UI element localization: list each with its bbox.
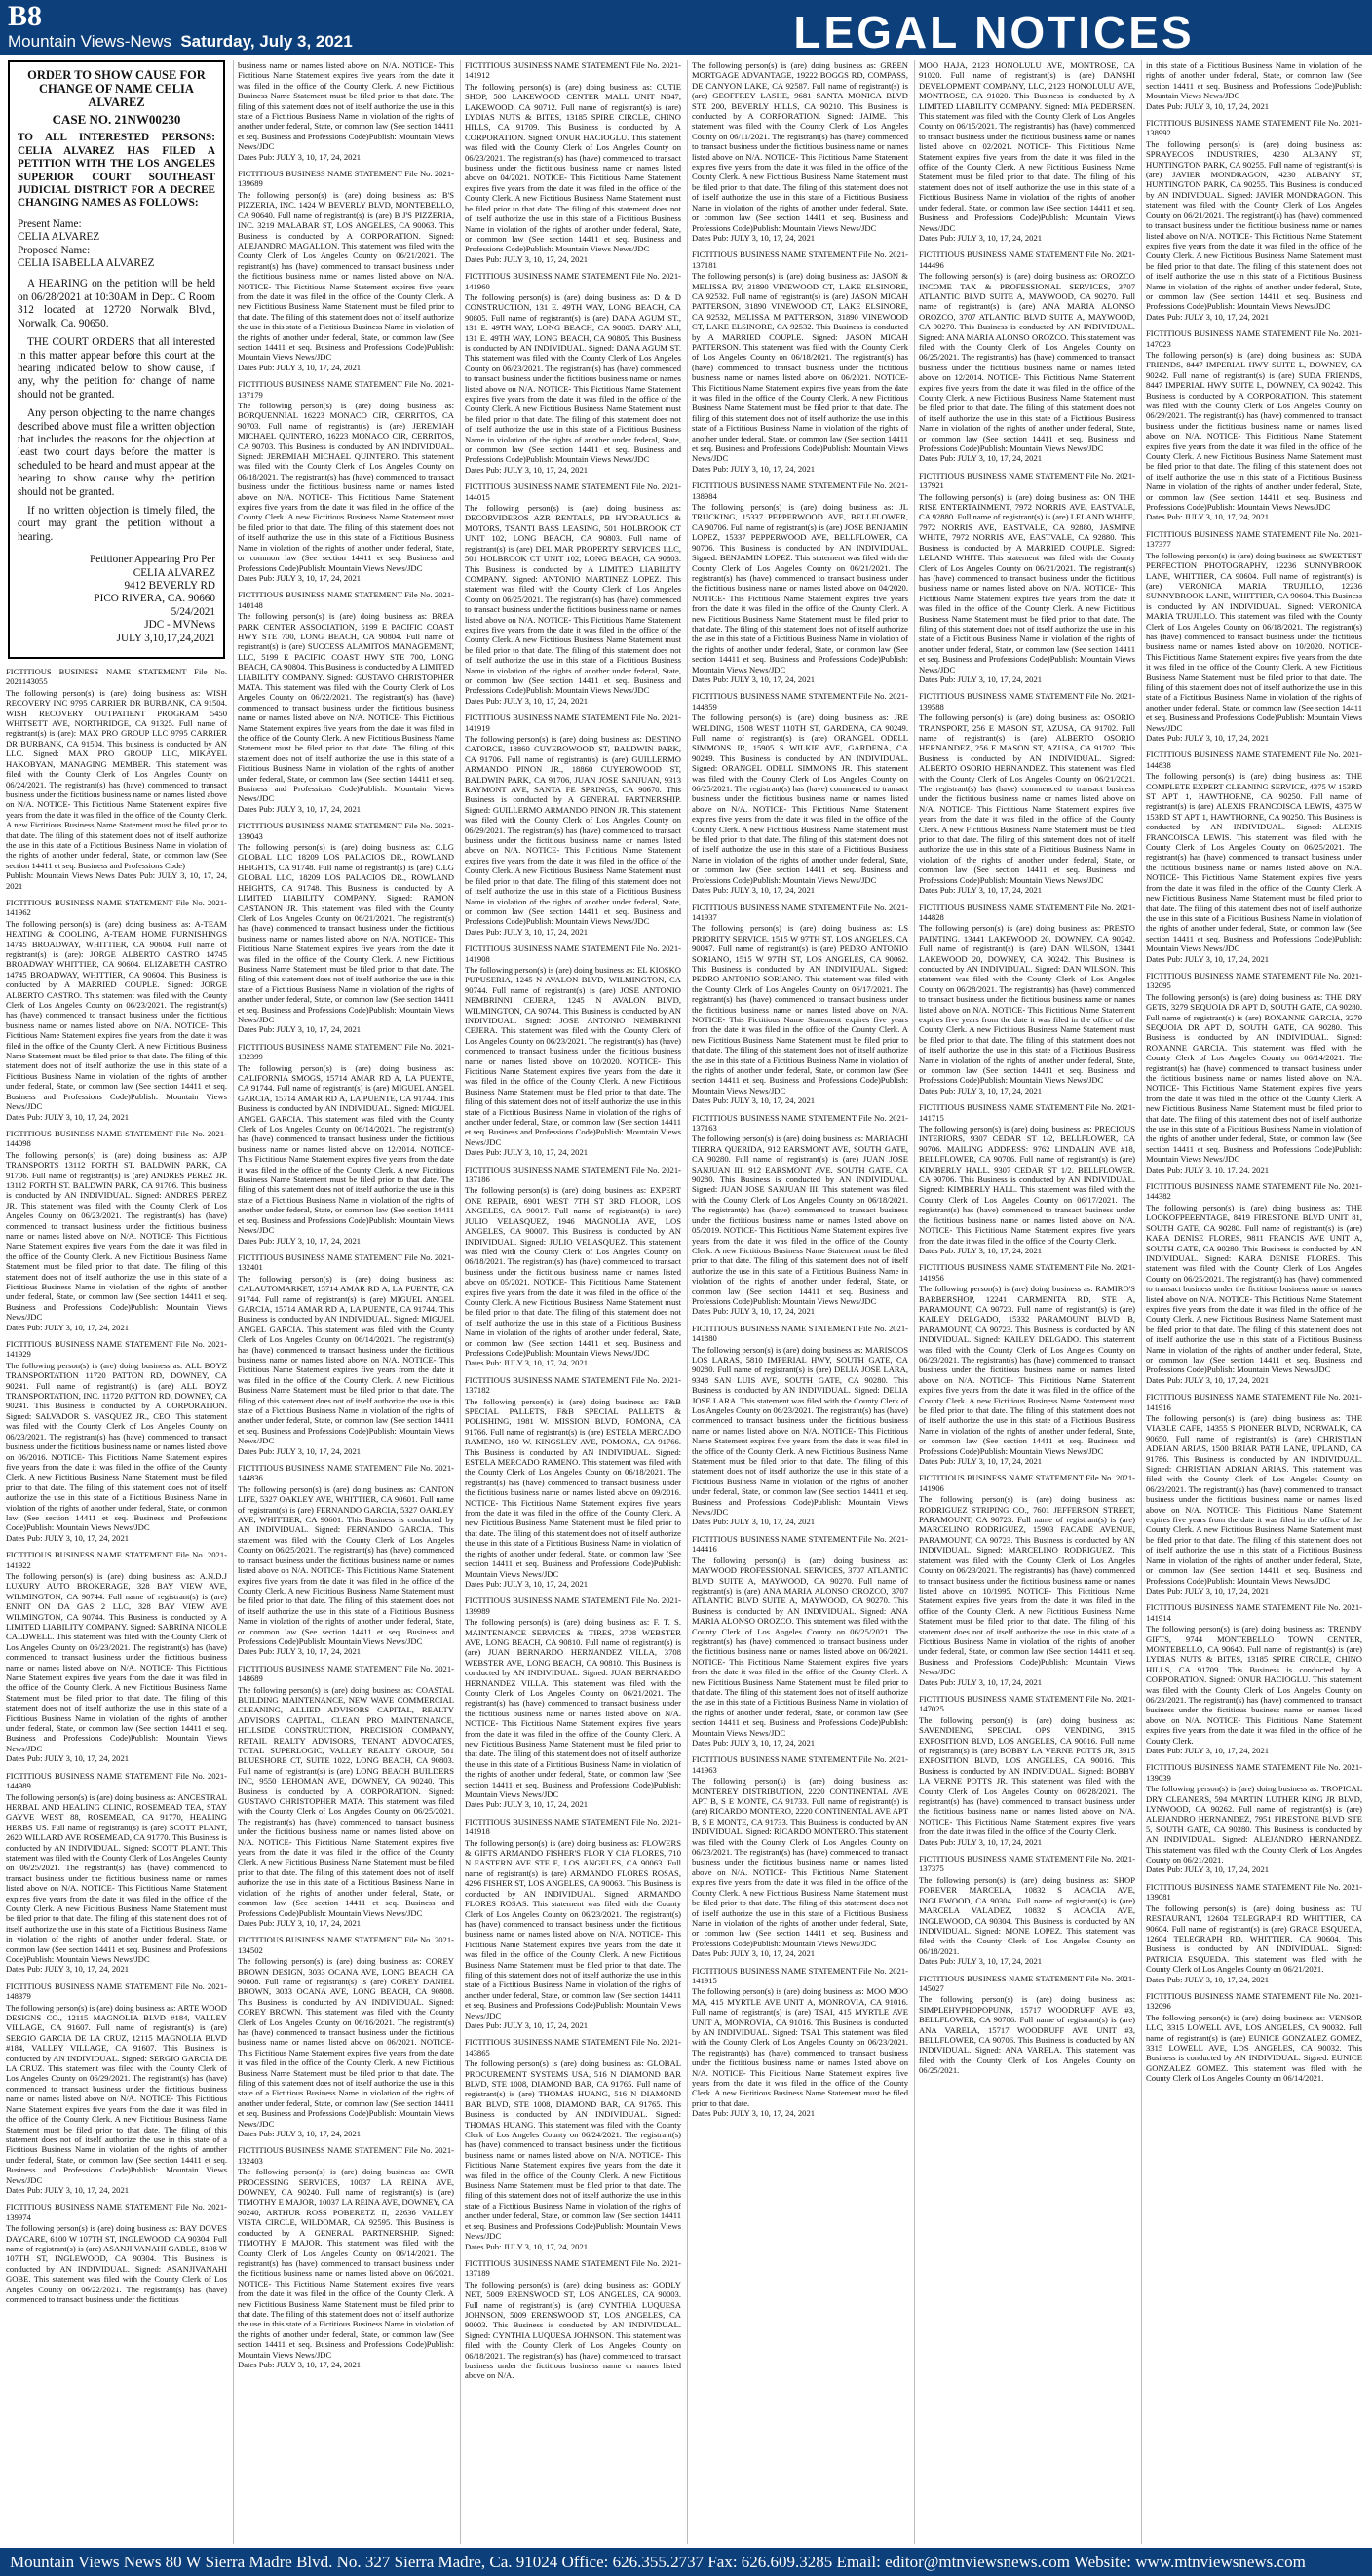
notice-dates: Dates Pub: JULY 3, 10, 17, 24, 2021 [1146,512,1270,522]
notice-dates: Dates Pub: JULY 3, 10, 17, 24, 2021 [465,2241,589,2251]
notice-dates: Dates Pub: JULY 3, 10, 17, 24, 2021 [1146,1746,1270,1755]
notice-dates: Dates Pub: JULY 3, 10, 17, 24, 2021 [1146,1585,1270,1596]
notice-dates: Dates Pub: JULY 3, 10, 17, 24, 2021 [692,463,816,474]
notice-dates: Dates Pub: JULY 3, 10, 17, 24, 2021 [1146,733,1270,743]
notice-body: The following person(s) is (are) doing business as: MARIACHI TIERRA QUERIDA, 912 EARSMONT AVE, SOUTH GATE, CA 90280. Full name of registrant(s) is (are) JUAN JOSE SANJUAN III, 912 EARSMONT AVE, SOUTH GATE, CA 90280. This Business is conducted by AN INDIVIDUAL. Signed: JUAN JOSE SANJUAN III. This statement was filed with the County Clerk of Los Angeles County on 06/18/2021. The registrant(s) has (have) commenced to transact business under the fictitious business name or names listed above on 05/2019. NOTICE- This Fictitious Name Statement expires five years from the date it was filed in the office of the County Clerk. A new Fictitious Business Name Statement must be filed prior to that date. The filing of this statement does not of itself authorize the use in this state of a Fictitious Business Name in violation of the rights of another under federal, State, or common law (See section 14411 et seq. Business and Professions Code)Publish: Mountain Views News/JDC [692,1134,908,1306]
notice-heading: FICTITIOUS BUSINESS NAME STATEMENT File No. 2021-141937 [692,902,908,922]
notice-dates: Dates Pub: JULY 3, 10, 17, 24, 2021 [465,253,589,264]
notice-heading: FICTITIOUS BUSINESS NAME STATEMENT File No. 2021-132095 [1146,970,1362,991]
legal-notice [919,1694,1135,1847]
notice-dates: Dates Pub: JULY 3, 10, 17, 24, 2021 [692,1096,816,1106]
notice-heading: FICTITIOUS BUSINESS NAME STATEMENT File No. 2021-144416 [692,1533,908,1555]
notice-dates: Dates Pub: JULY 3, 10, 17, 24, 2021 [238,1024,362,1035]
notice-body: The following person(s) is (are) doing business as: TU RESTAURANT, 12604 TELEGRAPH RD WHITTIER, CA 90604. Full name of registrant(s) is (are) GRACE ESQUEDA, 12604 TELEGRAPH RD, WHITTIER, CA 90604. This Business is conducted by AN INDIVIDUAL. Signed: PATRICIA ESQUEDA. This statement was filed with the County Clerk of Los Angeles County on 06/21/2021. [1146,1903,1362,1975]
legal-notice [919,1974,1135,2076]
notice-body: The following person(s) is (are) doing business as: MOO MOO MA, 415 MYRTLE AVE UNIT A, MONROVIA, CA 91016. Full name of registrant(s) is (are) TSAI, 415 MYRTLE AVE UNIT A, MONROVIA, CA 91016. This Business is conducted by AN INDIVIDUAL. Signed: TSAI. This statement was filed with the County Clerk of Los Angeles County on 06/23/2021. The registrant(s) has (have) commenced to transact business under the fictitious business name or names listed above on N/A. NOTICE- This Fictitious Name Statement expires five years from the date it was filed in the office of the County Clerk. A new Fictitious Business Name Statement must be filed prior to that date. [692,1986,908,2108]
column-4 [687,60,908,2544]
notice-body: The following person(s) is (are) doing business as: GODLY NET, 5009 ERENSWOOD ST, LOS ANGELES, CA 90003. Full name of registrant(s) is (are) CYNTHIA LUQUESA JOHNSON, 5009 ERENSWOOD ST, LOS ANGELES, CA 90003. This Business is conducted by AN INDIVIDUAL. Signed: CYNTHIA LUQUESA JOHNSON. This statement was filed with the County Clerk of Los Angeles County on 06/18/2021. The registrant(s) has (have) commenced to transact business under the fictitious business name or names listed above on N/A. [465,2279,681,2381]
order-to-all: TO ALL INTERESTED PERSONS: CELIA ALVAREZ HAS FILED A PETITION WITH THE LOS ANGELES SUPERIOR COURT SOUTHEAST JUDICIAL DISTRICT FOR A DECREE CHANGING NAMES AS FOLLOWS: [18,132,215,210]
notice-heading: FICTITIOUS BUSINESS NAME STATEMENT File No. 2021-147025 [919,1693,1135,1714]
notice-heading: FICTITIOUS BUSINESS NAME STATEMENT File No. 2021-148379 [6,1980,227,2002]
legal-notice [238,590,454,814]
section-title: LEGAL NOTICES [793,7,1195,58]
notice-heading: FICTITIOUS BUSINESS NAME STATEMENT File No. 2021-144828 [919,902,1135,922]
notice-dates: Dates Pub: JULY 3, 10, 17, 24, 2021 [465,2019,589,2030]
notice-dates: Publish: Mountain Views News Dates Pub: JULY 3, 10, 17, 24, 2021 [6,870,227,891]
legal-notice [238,1252,454,1456]
notice-body: The following person(s) is (are) doing business as: MARISCOS LOS LARAS, 5810 IMPERIAL HWY, SOUTH GATE, CA 90280. Full name of registrant(s) is (are) DELIA JOSE LARA, 9348 SAN LUIS AVE, SOUTH GATE, CA 90280. This Business is conducted by AN INDIVIDUAL. Signed: DELIA JOSE LARA. This statement was filed with the County Clerk of Los Angeles County on 06/23/2021. The registrant(s) has (have) commenced to transact business under the fictitious business name or names listed above on N/A. NOTICE- This Fictitious Name Statement expires five years from the date it was filed in the office of the County Clerk. A new Fictitious Business Name Statement must be filed prior to that date. The filing of this statement does not of itself authorize the use in this state of a Fictitious Business Name in violation of the rights of another under federal, State, or common law (See section 14411 et seq. Business and Professions Code)Publish: Mountain Views News/JDC [692,1344,908,1518]
notice-body: The following person(s) is (are) doing business as: CALAUTOMARKET, 15714 AMAR RD A, LA PUENTE, CA 91744. Full name of registrant(s) is (are) MIGUEL ANGEL GARCIA, 15714 AMAR RD A, LA PUENTE, CA 91744. This Business is conducted by AN INDIVIDUAL. Signed: MIGUEL ANGEL GARCIA. This statement was filed with the County Clerk of Los Angeles County on 06/14/2021. The registrant(s) has (have) commenced to transact business under the fictitious business name or names listed above on N/A. NOTICE- This Fictitious Name Statement expires five years from the date it was filed in the office of the County Clerk. A new Fictitious Business Name Statement must be filed prior to that date. The filing of this statement does not of itself authorize the use in this state of a Fictitious Business Name in violation of the rights of another under federal, State, or common law (See section 14411 et seq. Business and Professions Code)Publish: Mountain Views News/JDC [238,1273,454,1446]
legal-notice [465,60,681,264]
notice-heading: FICTITIOUS BUSINESS NAME STATEMENT File No. 2021-141919 [465,712,681,733]
legal-notice [919,250,1135,464]
notice-heading: FICTITIOUS BUSINESS NAME STATEMENT File No. 2021-143865 [465,2037,681,2057]
notice-heading: FICTITIOUS BUSINESS NAME STATEMENT File No. 2021143055 [6,667,227,687]
notice-body: The following person(s) is (are) doing business as: TRENDY GIFTS, 9744 MONTEBELLO TOWN CENTER, MONTEBELLO, CA 90640. Full name of registrant(s) is (are) LYDIAS NUTS & BITES, 13185 SPIRE CIRCLE, CHINO HILLS, CA 91709. This Business is conducted by A CORPORATION. Signed: ONUR HACIOGLU. This statement was filed with the County Clerk of Los Angeles County on 06/23/2021. The registrant(s) has (have) commenced to transact business under the fictitious business name or names listed above on N/A. NOTICE- This Fictitious Name Statement expires five years from the date it was filed in the office of the County Clerk. [1146,1624,1362,1746]
notice-heading: FICTITIOUS BUSINESS NAME STATEMENT File No. 2021-139689 [238,169,454,189]
notice-body: in this state of a Fictitious Business Name in violation of the rights of another under federal, State, or common law (See section 14411 et seq. Business and Professions Code)Publish: Mountain Views News/JDC [1146,60,1362,101]
legal-notice [465,481,681,706]
order-to-show-cause-box [8,60,225,659]
column-6 [1141,60,1362,2544]
notice-heading: FICTITIOUS BUSINESS NAME STATEMENT File No. 2021-137921 [919,470,1135,491]
notice-dates: Dates Pub: JULY 3, 10, 17, 24, 2021 [692,1517,816,1527]
notice-heading: FICTITIOUS BUSINESS NAME STATEMENT File No. 2021-144838 [1146,750,1362,770]
legal-notice [465,2258,681,2381]
legal-notice [1146,328,1362,522]
notice-body: The following person(s) is (are) doing business as: JRE WELDING, 1508 WEST 110TH ST, GARDENA, CA 90249. Full name of registrant(s) is (are) ORANGEL ODELL SIMMONS JR, 15905 S WILKIE AVE, GARDENA, CA 90249. This Business is conducted by AN INDIVIDUAL. Signed: ORANGEL ODELL SIMMONS JR. This statement was filed with the County Clerk of Los Angeles County on 06/25/2021. The registrant(s) has (have) commenced to transact business under the fictitious business name or names listed above on N/A. NOTICE- This Fictitious Name Statement expires five years from the date it was filed in the office of the County Clerk. A new Fictitious Business Name Statement must be filed prior to that date. The filing of this statement does not of itself authorize the use in this state of a Fictitious Business Name in violation of the rights of another under federal, State, or common law (See section 14411 et seq. Business and Professions Code)Publish: Mountain Views News/JDC [692,712,908,885]
notice-dates: Dates Pub: JULY 3, 10, 17, 24, 2021 [919,1085,1043,1096]
notice-body: The following person(s) is (are) doing business as: LS PRIORITY SERVICE, 1515 W 97TH ST, LOS ANGELES, CA 90047. Full name of registrant(s) is (are) PEDRO ANTONIO SORIANO, 1515 W 97TH ST, LOS ANGELES, CA 90062. This Business is conducted by AN INDIVIDUAL. Signed: PEDRO ANTONIO SORIANO. This statement was filed with the County Clerk of Los Angeles County on 06/17/2021. The registrant(s) has (have) commenced to transact business under the fictitious business name or names listed above on N/A. NOTICE- This Fictitious Name Statement expires five years from the date it was filed in the office of the County Clerk. A new Fictitious Business Name Statement must be filed prior to that date. The filing of this statement does not of itself authorize the use in this state of a Fictitious Business Name in violation of the rights of another under federal, State, or common law (See section 14411 et seq. Business and Professions Code)Publish: Mountain Views News/JDC [692,923,908,1096]
legal-notice [465,2037,681,2251]
legal-notice [1146,1181,1362,1385]
notice-body: The following person(s) is (are) doing business as: C.LG GLOBAL LLC 18209 LOS PALACIOS DR., ROWLAND HEIGHTS, CA 91748. Full name of registrant(s) is (are) C.LG GLOBAL LLC, 18209 LOS PALACIOS DR., ROWLAND HEIGHTS, CA 91748. This Business is conducted by A LIMITED LIABILITY COMPANY. Signed: RAMON CASTANON JR. This statement was filed with the County Clerk of Los Angeles County on 06/21/2021. The registrant(s) has (have) commenced to transact business under the fictitious business name or names listed above on N/A. NOTICE- This Fictitious Name Statement expires five years from the date it was filed in the office of the County Clerk. A new Fictitious Business Name Statement must be filed prior to that date. The filing of this statement does not of itself authorize the use in this state of a Fictitious Business Name in violation of the rights of another under federal, State, or common law (See section 14411 et seq. Business and Professions Code)Publish: Mountain Views News/JDC [238,842,454,1024]
legal-notice [692,60,908,243]
notice-dates: Dates Pub: JULY 3, 10, 17, 24, 2021 [692,1948,816,1959]
notice-heading: FICTITIOUS BUSINESS NAME STATEMENT File No. 2021-141715 [919,1102,1135,1123]
legal-notice [1146,1392,1362,1596]
notice-dates: Dates Pub: JULY 3, 10, 17, 24, 2021 [692,885,816,896]
notice-dates: Dates Pub: JULY 3, 10, 17, 24, 2021 [238,803,362,814]
notice-dates: Dates Pub: JULY 3, 10, 17, 24, 2021 [238,1917,362,1928]
notice-dates: Dates Pub: JULY 3, 10, 17, 24, 2021 [919,453,1043,464]
notice-body: business name or names listed above on N/A. NOTICE- This Fictitious Name Statement expires five years from the date it was filed in the office of the County Clerk. A new Fictitious Business Name Statement must be filed prior to that date. The filing of this statement does not of itself authorize the use in this state of a Fictitious Business Name in violation of the rights of another under federal, State, or common law (See section 14411 et seq. Business and Professions Code)Publish: Mountain Views News/JDC [238,60,454,152]
legal-notice [465,271,681,475]
notice-heading: FICTITIOUS BUSINESS NAME STATEMENT File No. 2021-132403 [238,2145,454,2166]
notice-heading: FICTITIOUS BUSINESS NAME STATEMENT File No. 2021-141912 [465,60,681,81]
notice-body: The following person(s) is (are) doing business as: PRECIOUS INTERIORS, 9307 CEDAR ST 1/2, BELLFLOWER, CA 90706. MAILING ADDRESS: 9762 LINDALIN AVE #18, BELLFLOWER, CA 90706. Full name of registrant(s) is (are) KIMBERLY HALL, 9307 CEDAR ST 1/2, BELLFLOWER, CA 90706. This Business is conducted by AN INDIVIDUAL. Signed: KIMBERLY HALL. This statement was filed with the County Clerk of Los Angeles County on 06/17/2021. The registrant(s) has (have) commenced to transact business under the fictitious business name or names listed above on N/A. NOTICE- This Fictitious Name Statement expires five years from the date it was filed in the office of the County Clerk. [919,1124,1135,1246]
notice-body: The following person(s) is (are) doing business as: F&B SPECIAL PALLETS, F&B SPECIAL PALLETS & POLISHING, 1981 W. MISSION BLVD, POMONA, CA 91766. Full name of registrant(s) is (are) ESTELA MERCADO RAMENO, 180 W. KINGSLEY AVE, POMONA, CA 91766. This Business is conducted by AN INDIVIDUAL. Signed: ESTELA MERCADO RAMENO. This statement was filed with the County Clerk of Los Angeles County on 06/18/2021. The registrant(s) has (have) commenced to transact business under the fictitious business name or names listed above on 09/2016. NOTICE- This Fictitious Name Statement expires five years from the date it was filed in the office of the County Clerk. A new Fictitious Business Name Statement must be filed prior to that date. The filing of this statement does not of itself authorize the use in this state of a Fictitious Business Name in violation of the rights of another under federal, State, or common law (See section 14411 et seq. Business and Professions Code)Publish: Mountain Views News/JDC [465,1396,681,1579]
notice-body: The following person(s) is (are) doing business as: ON THE RISE ENTERTAINMENT, 7972 NORRIS AVE, EASTVALE, CA 92880. Full name of registrant(s) is (are) LELAND WHITE, 7972 NORRIS AVE, EASTVALE, CA 92880, JASMINE WHITE, 7972 NORRIS AVE, EASTVALE, CA 92880. This Business is conducted by A MARRIED COUPLE. Signed: LELAND WHITE. This statement was filed with the County Clerk of Los Angeles County on 06/21/2021. The registrant(s) has (have) commenced to transact business under the fictitious business name or names listed above on N/A. NOTICE- This Fictitious Name Statement expires five years from the date it was filed in the office of the County Clerk. A new Fictitious Business Name Statement must be filed prior to that date. The filing of this statement does not of itself authorize the use in this state of a Fictitious Business Name in violation of the rights of another under federal, State, or common law (See section 14411 et seq. Business and Professions Code)Publish: Mountain Views News/JDC [919,491,1135,674]
notice-dates: Dates Pub: JULY 3, 10, 17, 24, 2021 [1146,1865,1270,1875]
column-2 [233,60,454,2544]
notice-dates: Dates Pub: JULY 3, 10, 17, 24, 2021 [238,1235,362,1246]
notice-dates: Dates Pub: JULY 3, 10, 17, 24, 2021 [1146,311,1270,322]
notice-dates: Dates Pub: JULY 3, 10, 17, 24, 2021 [465,1358,589,1368]
notice-body: The following person(s) is (are) doing business as: ANCESTRAL HERBAL AND HEALING CLINIC, ROSEMEAD TEA, STAY GAYVE WEST 88, ROSEMEAD, CA 91770, HEALING HERBS US. Full name of registrant(s) is (are) SCOTT PLANT, 2620 WILLARD AVE ROSEMEAD, CA 91770. This Business is conducted by AN INDIVIDUAL. Signed: SCOTT PLANT. This statement was filed with the County Clerk of Los Angeles County on 06/25/2021. The registrant(s) has (have) commenced to transact business under the fictitious business name or names listed above on N/A. NOTICE- This Fictitious Name Statement expires five years from the date it was filed in the office of the County Clerk. A new Fictitious Business Name Statement must be filed prior to that date. The filing of this statement does not of itself authorize the use in this state of a Fictitious Business Name in violation of the rights of another under federal, State, or common law (See section 14411 et seq. Business and Professions Code)Publish: Mountain Views News/JDC [6,1791,227,1964]
notice-heading: FICTITIOUS BUSINESS NAME STATEMENT File No. 2021-137181 [692,250,908,270]
notice-heading: FICTITIOUS BUSINESS NAME STATEMENT File No. 2021-141956 [919,1262,1135,1283]
notice-body: The following person(s) is (are) doing business as: B'S PIZZERIA, INC. 1424 W BEVERLY BLVD, MONTEBELLO, CA 90640. Full name of registrant(s) is (are) B J'S PIZZERIA, INC. 3219 MALABAR ST, LOS ANGELES, CA 90063. This Business is conducted by A CORPORATION. Signed: ALEJANDRO MAGALLON. This statement was filed with the County Clerk of Los Angeles County on 06/21/2021. The registrant(s) has (have) commenced to transact business under the fictitious business name or names listed above on N/A. NOTICE- This Fictitious Name Statement expires five years from the date it was filed in the office of the County Clerk. A new Fictitious Business Name Statement must be filed prior to that date. The filing of this statement does not of itself authorize the use in this state of a Fictitious Business Name in violation of the rights of another under federal, State, or common law (See section 14411 et seq. Business and Professions Code)Publish: Mountain Views News/JDC [238,189,454,363]
notice-heading: FICTITIOUS BUSINESS NAME STATEMENT File No. 2021-147023 [1146,328,1362,349]
legal-notice [692,1113,908,1317]
notice-heading: FICTITIOUS BUSINESS NAME STATEMENT File No. 2021-148689 [238,1663,454,1684]
notice-body: The following person(s) is (are) doing business as: TROPICAL DRY CLEANERS, 594 MARTIN LUTHER KING JR BLVD, LYNWOOD, CA 90262. Full name of registrant(s) is (are) ALEJANDRO HERNANDEZ, 7951 FIRESTONE BLVD STE 5, SOUTH GATE, CA 90280. This Business is conducted by AN INDIVIDUAL. Signed: ALEJANDRO HERNANDEZ. This statement was filed with the County Clerk of Los Angeles County on 06/21/2021. [1146,1784,1362,1865]
legal-notice [6,1550,227,1764]
notice-dates: Dates Pub: JULY 3, 10, 17, 24, 2021 [919,1676,1043,1687]
notice-body: The following person(s) is (are) doing business as: BREA PARK CENTER ASSOCIATION, 5199 E PACIFIC COAST HWY STE 700, LONG BEACH, CA 90804. Full name of registrant(s) is (are) SUCCESS ALAMITOS MANAGEMENT, LLC, 5199 E PACIFIC COAST HWY STE 700, LONG BEACH, CA 90804. This Business is conducted by A LIMITED LIABILITY COMPANY. Signed: GUSTAVO CHRISTOPHER MATA. This statement was filed with the County Clerk of Los Angeles County on 06/22/2021. The registrant(s) has (have) commenced to transact business under the fictitious business name or names listed above on N/A. NOTICE- This Fictitious Name Statement expires five years from the date it was filed in the office of the County Clerk. A new Fictitious Business Name Statement must be filed prior to that date. The filing of this statement does not of itself authorize the use in this state of a Fictitious Business Name in violation of the rights of another under federal, State, or common law (See section 14411 et seq. Business and Professions Code)Publish: Mountain Views News/JDC [238,611,454,804]
legal-notice [692,1754,908,1958]
notice-body: The following person(s) is (are) doing business as: CUTIE SHOP, 500 LAKEWOOD CENTER MALL UNIT N847, LAKEWOOD, CA 90712. Full name of registrant(s) is (are) LYDIAS NUTS & BITES, 13185 SPIRE CIRCLE, CHINO HILLS, CA 91709. This Business is conducted by A CORPORATION. Signed: ONUR HACIOGLU. This statement was filed with the County Clerk of Los Angeles County on 06/23/2021. The registrant(s) has (have) commenced to transact business under the fictitious business name or names listed above on 04/2021. NOTICE- This Fictitious Name Statement expires five years from the date it was filed in the office of the County Clerk. A new Fictitious Business Name Statement must be filed prior to that date. The filing of this statement does not of itself authorize the use in this state of a Fictitious Business Name in violation of the rights of another under federal, State, or common law (See section 14411 et seq. Business and Professions Code)Publish: Mountain Views News/JDC [465,81,681,254]
notice-body: The following person(s) is (are) doing business as: SIMPLEHYPHOPOPUNK, 15717 WOODRUFF AVE #3, BELLFLOWER, CA 90706. Full name of registrant(s) is (are) ANA VARELA, 15717 WOODRUFF AVE UNIT #3, BELLFLOWER, CA 90706. This Business is conducted by AN INDIVIDUAL. Signed: ANA VARELA. This statement was filed with the County Clerk of Los Angeles County on 06/25/2021. [919,1994,1135,2076]
notice-body: The following person(s) is (are) doing business as: EXPERT ONE REPAIR, 6901 WEST 7TH ST 3RD FLOOR, LOS ANGELES, CA 90017. Full name of registrant(s) is (are) JULIO VELASQUEZ, 1946 MAGNOLIA AVE, LOS ANGELES, CA 90007. This Business is conducted by AN INDIVIDUAL. Signed: JULIO VELASQUEZ. This statement was filed with the County Clerk of Los Angeles County on 06/18/2021. The registrant(s) has (have) commenced to transact business under the fictitious business name or names listed above on 05/2021. NOTICE- This Fictitious Name Statement expires five years from the date it was filed in the office of the County Clerk. A new Fictitious Business Name Statement must be filed prior to that date. The filing of this statement does not of itself authorize the use in this state of a Fictitious Business Name in violation of the rights of another under federal, State, or common law (See section 14411 et seq. Business and Professions Code)Publish: Mountain Views News/JDC [465,1185,681,1358]
notice-body: The following person(s) is (are) doing business as: BORQUENNIAL 16223 MONACO CIR, CERRITOS, CA 90703. Full name of registrant(s) is (are) JEREMIAH MICHAEL QUINTERO, 16223 MONACO CIR, CERRITOS, CA 90703. This Business is conducted by AN INDIVIDUAL. Signed: JEREMIAH MICHAEL QUINTERO. This statement was filed with the County Clerk of Los Angeles County on 06/18/2021. The registrant(s) has (have) commenced to transact business under the fictitious business name or names listed above on N/A. NOTICE- This Fictitious Name Statement expires five years from the date it was filed in the office of the County Clerk. A new Fictitious Business Name Statement must be filed prior to that date. The filing of this statement does not of itself authorize the use in this state of a Fictitious Business Name in violation of the rights of another under federal, State, or common law (See section 14411 et seq. Business and Professions Code)Publish: Mountain Views News/JDC [238,401,454,573]
legal-notice [692,903,908,1106]
notice-heading: FICTITIOUS BUSINESS NAME STATEMENT File No. 2021-144382 [1146,1181,1362,1202]
notice-dates: Dates Pub: JULY 3, 10, 17, 24, 2021 [6,1753,130,1764]
legal-notice [919,1854,1135,1966]
case-number: CASE NO. 21NW00230 [52,112,181,127]
notice-dates: Dates Pub: JULY 3, 10, 17, 24, 2021 [465,926,589,937]
notice-body: The following person(s) is (are) doing business as: GREEN MORTGAGE ADVANTAGE, 19222 BOGGS RD, COMPASS, DE CANYON LAKE, CA 92587. Full name of registrant(s) is (are) GEOFFREY LASHE, 9681 SANTA MONICA BLVD STE 200, BEVERLY HILLS, CA 90210. This Business is conducted by A CORPORATION. Signed: JAIME. This statement was filed with the County Clerk of Los Angeles County on 06/11/2021. The registrant(s) has (have) commenced to transact business under the fictitious business name or names listed above on N/A. NOTICE- This Fictitious Name Statement expires five years from the date it was filed in the office of the County Clerk. A new Fictitious Business Name Statement must be filed prior to that date. The filing of this statement does not of itself authorize the use in this state of a Fictitious Business Name in violation of the rights of another under federal, State, or common law (See section 14411 et seq. Business and Professions Code)Publish: Mountain Views News/JDC [692,60,908,233]
notice-dates: Dates Pub: JULY 3, 10, 17, 24, 2021 [919,673,1043,684]
notice-heading: FICTITIOUS BUSINESS NAME STATEMENT File No. 2021-139043 [238,821,454,841]
notice-heading: FICTITIOUS BUSINESS NAME STATEMENT File No. 2021-144836 [238,1463,454,1483]
notice-body: The following person(s) is (are) doing business as: OROZCO INCOME TAX & PROFESSIONAL SERVICES, 3707 ATLANTIC BLVD SUITE A, MAYWOOD, CA 90270. Full name of registrant(s) is (are) ANA MARIA ALONSO OROZCO, 3707 ATLANTIC BLVD SUITE A, MAYWOOD, CA 90270. This Business is conducted by AN INDIVIDUAL. Signed: ANA MARIA ALONSO OROZCO. This statement was filed with the County Clerk of Los Angeles County on 06/25/2021. The registrant(s) has (have) commenced to transact business under the fictitious business name or names listed above on 12/2014. NOTICE- This Fictitious Name Statement expires five years from the date it was filed in the office of the County Clerk. A new Fictitious Business Name Statement must be filed prior to that date. The filing of this statement does not of itself authorize the use in this state of a Fictitious Business Name in violation of the rights of another under federal, State, or common law (See section 14411 et seq. Business and Professions Code)Publish: Mountain Views News/JDC [919,271,1135,454]
notice-body: The following person(s) is (are) doing business as: A-TEAM HEATING & COOLING, A-TEAM HOME FURNISHINGS 14745 BROADWAY, WHITTIER, CA 90604. Full name of registrant(s) is (are): JORGE ALBERTO CASTRO 14745 BROADWAY WHITTIER, CA 90604. ELIZABETH CASTRO 14745 BROADWAY, WHITTIER, CA 90604. This Business is conducted by A MARRIED COUPLE. Signed: JORGE ALBERTO CASTRO. This statement was filed with the County Clerk of Los Angeles County on 06/23/2021. The registrant(s) has (have) commenced to transact business under the fictitious business name or names listed above on N/A. NOTICE- This Fictitious Name Statement expires five years from the date it was filed in the office of the County Clerk. A new Fictitious Business Name Statement must be filed prior to that date. The filing of this statement does not of itself authorize the use in this state of a Fictitious Business Name in violation of the rights of another under federal, State, or common law (See section 14411 et seq. Business and Professions Code)Publish: Mountain Views News/JDC [6,918,227,1112]
legal-notice [465,1375,681,1590]
notice-heading: FICTITIOUS BUSINESS NAME STATEMENT File No. 2021-137163 [692,1112,908,1134]
paper-name: Mountain Views-News [8,32,172,51]
objection-text: Any person objecting to the name changes described above must file a written objection that includes the reasons for the objection at least two court days before the matter is scheduled to be heard and must appear at the hearing to show cause why the petition should not be granted. [18,407,215,498]
legal-notice [919,60,1135,243]
notice-heading: FICTITIOUS BUSINESS NAME STATEMENT File No. 2021-137186 [465,1164,681,1185]
legal-notice [1146,60,1362,111]
notice-body: The following person(s) is (are) doing business as: AJP TRANSPORTS 13112 FORTH ST. BALDWIN PARK, CA 91706. Full name of registrant(s) is (are) ANDRES PEREZ JR. 13112 FORTH ST. BALDWIN PARK, CA 91706. This business is conducted by AN INDIVIDUAL. Signed: ANDRES PEREZ JR. This statement was filed with the County Clerk of Los Angeles County on 06/23/2021. The registrant(s) has (have) commenced to transact business under the fictitious business name or names listed above on N/A. NOTICE- This Fictitious Name Statement expires five years from the date it was filed in the office of the County Clerk. A new Fictitious Business Name Statement must be filed prior to that date. The filing of this statement does not of itself authorize the use in this state of a Fictitious Business Name in violation of the rights of another under federal, State, or common law (See section 14411 et seq. Business and Professions Code)Publish: Mountain Views News/JDC [6,1149,227,1323]
notice-dates: Dates Pub: JULY 3, 10, 17, 24, 2021 [238,1646,362,1657]
notice-dates: Dates Pub: JULY 3, 10, 17, 24, 2021 [1146,1974,1270,1984]
notice-body: The following person(s) is (are) doing business as: ARTE WOOD DESIGNS CO., 12115 MAGNOLIA BLVD #184, VALLEY VILLAGE, CA 91607. Full name of registrant(s) is (are) SERGIO GARCIA DE LA CRUZ, 12115 MAGNOLIA BLVD #184, VALLEY VILLAGE, CA 91607. This Business is conducted by AN INDIVIDUAL. Signed: SERGIO GARCIA DE LA CRUZ. This statement was filed with the County Clerk of Los Angeles County on 06/29/2021. The registrant(s) has (have) commenced to transact business under the fictitious business name or names listed above on N/A. NOTICE- This Fictitious Name Statement expires five years from the date it was filed in the office of the County Clerk. A new Fictitious Business Name Statement must be filed prior to that date. The filing of this statement does not of itself authorize the use in this state of a Fictitious Business Name in violation of the rights of another under federal, State, or common law (See section 14411 et seq. Business and Professions Code)Publish: Mountain Views News/JDC [6,2002,227,2185]
legal-notice [6,1771,227,1975]
notice-heading: FICTITIOUS BUSINESS NAME STATEMENT File No. 2021-137377 [1146,528,1362,550]
notice-body: The following person(s) is (are) doing business as: MAYWOOD PROFESSIONAL SERVICES, 3707 ATLANTIC BLVD SUITE A, MAYWOOD, CA 90270. Full name of registrant(s) is (are) ANA MARIA ALONSO OROZCO, 3707 ATLANTIC BLVD SUITE A, MAYWOOD, CA 90270. This Business is conducted by AN INDIVIDUAL. Signed: ANA MARIA ALONSO OROZCO. This statement was filed with the County Clerk of Los Angeles County on 06/25/2021. The registrant(s) has (have) commenced to transact business under the fictitious business name or names listed above on 06/2021. NOTICE- This Fictitious Name Statement expires five years from the date it was filed in the office of the County Clerk. A new Fictitious Business Name Statement must be filed prior to that date. The filing of this statement does not of itself authorize the use in this state of a Fictitious Business Name in violation of the rights of another under federal, State, or common law (See section 14411 et seq. Business and Professions Code)Publish: Mountain Views News/JDC [692,1555,908,1738]
notice-body: The following person(s) is (are) doing business as: VENSOR LLC, 3315 LOWELL AVE, LOS ANGELES, CA 90032. Full name of registrant(s) is (are) EUNICE GONZALEZ GOMEZ, 3315 LOWELL AVE, LOS ANGELES, CA 90032. This Business is conducted by AN INDIVIDUAL. Signed: EUNICE GONZALEZ GOMEZ. This statement was filed with the County Clerk of Los Angeles County on 06/14/2021. [1146,2012,1362,2084]
legal-notice [465,1596,681,1810]
notice-dates: Dates Pub: JULY 3, 10, 17, 24, 2021 [692,232,816,243]
notice-heading: FICTITIOUS BUSINESS NAME STATEMENT File No. 2021-132399 [238,1041,454,1062]
notice-heading: FICTITIOUS BUSINESS NAME STATEMENT File No. 2021-139974 [6,2202,227,2222]
notice-body: The following person(s) is (are) doing business as: SUDA FRIENDS, 8447 IMPERIAL HWY SUITE L, DOWNEY, CA 90242. Full name of registrant(s) is (are) SUDA FRIENDS, 8447 IMPERIAL HWY SUITE L, DOWNEY, CA 90242. This Business is conducted by A CORPORATION. This statement was filed with the County Clerk of Los Angeles County on 06/29/2021. The registrant(s) has (have) commenced to transact business under the fictitious business name or names listed above on N/A. NOTICE- This Fictitious Name Statement expires five years from the date it was filed in the office of the County Clerk. A new Fictitious Business Name Statement must be filed prior to that date. The filing of this statement does not of itself authorize the use in this state of a Fictitious Business Name in violation of the rights of another under federal, State, or common law (See section 14411 et seq. Business and Professions Code)Publish: Mountain Views News/JDC [1146,349,1362,513]
legal-notice [238,1935,454,2138]
proposed-name-label: Proposed Name: [18,244,91,256]
legal-notice [692,691,908,895]
notice-heading: FICTITIOUS BUSINESS NAME STATEMENT File No. 2021-139081 [1146,1881,1362,1903]
notice-dates: Dates Pub: JULY 3, 10, 17, 24, 2021 [1146,100,1270,111]
legal-notice [465,1165,681,1368]
proposed-name: CELIA ISABELLA ALVAREZ [18,257,155,270]
notice-dates: Dates Pub: JULY 3, 10, 17, 24, 2021 [692,2108,816,2119]
notice-heading: FICTITIOUS BUSINESS NAME STATEMENT File No. 2021-141963 [692,1754,908,1775]
notice-body: The following person(s) is (are) doing business as: D & D CONSTRUCTION, 131 E. 49TH WAY, LONG BEACH, CA 90805. Full name of registrant(s) is (are) DANA AGUM ST., 131 E. 49TH WAY, LONG BEACH, CA 90805. DARY ALI, 131 E. 49TH WAY, LONG BEACH, CA 90805. This Business is conducted by AN INDIVIDUAL. Signed: DANA AGUM ST. This statement was filed with the County Clerk of Los Angeles County on 06/23/2021. The registrant(s) has (have) commenced to transact business under the fictitious business name or names listed above on N/A. NOTICE- This Fictitious Name Statement expires five years from the date it was filed in the office of the County Clerk. A new Fictitious Business Name Statement must be filed prior to that date. The filing of this statement does not of itself authorize the use in this state of a Fictitious Business Name in violation of the rights of another under federal, State, or common law (See section 14411 et seq. Business and Professions Code)Publish: Mountain Views News/JDC [465,291,681,465]
notice-dates: Dates Pub: JULY 3, 10, 17, 24, 2021 [238,2129,362,2139]
legal-notice [238,821,454,1035]
legal-notice [6,2202,227,2304]
notice-dates: Dates Pub: JULY 3, 10, 17, 24, 2021 [465,695,589,706]
legal-notice [692,1966,908,2119]
notice-dates: Dates Pub: JULY 3, 10, 17, 24, 2021 [238,362,362,372]
legal-notice [1146,529,1362,744]
notice-body: The following person(s) is (are) doing business as: COASTAL BUILDING MAINTENANCE, NEW WAVE COMMERCIAL CLEANING, ALLIED ADVISORS CAPITAL, REALTY ADVISORS CAPITAL, CLEAN PRO MAINTENANCE, HILLSIDE CONSTRUCTION, PRECISION COMPANY, RETAIL REALTY ADVISORS, TENANT ADVOCATES, TOTAL SUPERLOGIC, VALLEY REALTY GROUP, 581 BLUESHORE CT, SUITE 1022, LONG BEACH, CA 90803. Full name of registrant(s) is (are) LONG BEACH BUILDERS INC, 9550 LEHOMAN AVE, DOWNEY, CA 90240. This Business is conducted by A CORPORATION. Signed: GUSTAVO CHRISTOPHER MATA. This statement was filed with the County Clerk of Los Angeles County on 06/25/2021. The registrant(s) has (have) commenced to transact business under the fictitious business name or names listed above on N/A. NOTICE- This Fictitious Name Statement expires five years from the date it was filed in the office of the County Clerk. A new Fictitious Business Name Statement must be filed prior to that date. The filing of this statement does not of itself authorize the use in this state of a Fictitious Business Name in violation of the rights of another under federal, State, or common law (See section 14411 et seq. Business and Professions Code)Publish: Mountain Views News/JDC [238,1684,454,1918]
notice-heading: FICTITIOUS BUSINESS NAME STATEMENT File No. 2021-141962 [6,897,227,918]
legal-notice [6,1339,227,1543]
notice-body: MOO HAJA, 2123 HONOLULU AVE, MONTROSE, CA 91020. Full name of registrant(s) is (are) DANSHI DEVELOPMENT COMPANY, LLC, 2123 HONOLULU AVE, MONTROSE, CA 91020. This Business is conducted by A LIMITED LIABILITY COMPANY. Signed: MIA PEDERSEN. This statement was filed with the County Clerk of Los Angeles County on 06/15/2021. The registrant(s) has (have) commenced to transact business under the fictitious business name or names listed above on 02/2021. NOTICE- This Fictitious Name Statement expires five years from the date it was filed in the office of the County Clerk. A new Fictitious Business Name Statement must be filed prior to that date. The filing of this statement does not of itself authorize the use in this state of a Fictitious Business Name in violation of the rights of another under federal, State, or common law (See section 14411 et seq. Business and Professions Code)Publish: Mountain Views News/JDC [919,60,1135,233]
notice-body: The following person(s) is (are) doing business as: RAMIRO'S BARBERSHOP, 12241 CARMENITA RD, STE A, PARAMOUNT, CA 90723. Full name of registrant(s) is (are) KAILEY DELGADO, 15332 PARAMOUNT BLVD B, PARAMOUNT, CA 90723. This Business is conducted by AN INDIVIDUAL. Signed: KAILEY DELGADO. This statement was filed with the County Clerk of Los Angeles County on 06/23/2021. The registrant(s) has (have) commenced to transact business under the fictitious business name or names listed above on N/A. NOTICE- This Fictitious Name Statement expires five years from the date it was filed in the office of the County Clerk. A new Fictitious Business Name Statement must be filed prior to that date. The filing of this statement does not of itself authorize the use in this state of a Fictitious Business Name in violation of the rights of another under federal, State, or common law (See section 14411 et seq. Business and Professions Code)Publish: Mountain Views News/JDC [919,1284,1135,1456]
legal-notice [692,250,908,474]
notice-heading: FICTITIOUS BUSINESS NAME STATEMENT File No. 2021-141922 [6,1550,227,1570]
legal-notice [238,1463,454,1657]
notice-heading: FICTITIOUS BUSINESS NAME STATEMENT File No. 2021-145027 [919,1973,1135,1993]
legal-notice [1146,1602,1362,1755]
legal-notice [692,1534,908,1749]
notice-dates: Dates Pub: JULY 3, 10, 17, 24, 2021 [919,1956,1043,1967]
issue-date: Saturday, July 3, 2021 [180,32,353,51]
legal-notice [238,2145,454,2369]
notice-heading: FICTITIOUS BUSINESS NAME STATEMENT File No. 2021-139989 [465,1596,681,1616]
notice-body: The following person(s) is (are) doing business as: OSORIO TRANSPORT, 256 E MASON ST, AZUSA, CA 91702. Full name of registrant(s) is (are) ALBERTO OSORIO HERNANDEZ, 256 E MASON ST, AZUSA, CA 91702. This Business is conducted by AN INDIVIDUAL. Signed: ALBERTO OSORIO HERNANDEZ. This statement was filed with the County Clerk of Los Angeles County on 06/21/2021. The registrant(s) has (have) commenced to transact business under the fictitious business name or names listed above on N/A. NOTICE- This Fictitious Name Statement expires five years from the date it was filed in the office of the County Clerk. A new Fictitious Business Name Statement must be filed prior to that date. The filing of this statement does not of itself authorize the use in this state of a Fictitious Business Name in violation of the rights of another under federal, State, or common law (See section 14411 et seq. Business and Professions Code)Publish: Mountain Views News/JDC [919,712,1135,885]
notice-body: The following person(s) is (are) doing business as: PRESTO PAINTING, 13441 LAKEWOOD 20, DOWNEY, CA 90242. Full name of registrant(s) is (are) DAN WILSON, 13441 LAKEWOOD 20, DOWNEY, CA 90242. This Business is conducted by AN INDIVIDUAL. Signed: DAN WILSON. This statement was filed with the County Clerk of Los Angeles County on 06/28/2021. The registrant(s) has (have) commenced to transact business under the fictitious business name or names listed above on N/A. NOTICE- This Fictitious Name Statement expires five years from the date it was filed in the office of the County Clerk. A new Fictitious Business Name Statement must be filed prior to that date. The filing of this statement does not of itself authorize the use in this state of a Fictitious Business Name in violation of the rights of another under federal, State, or common law (See section 14411 et seq. Business and Professions Code)Publish: Mountain Views News/JDC [919,923,1135,1086]
column-3 [460,60,681,2544]
notice-dates: Dates Pub: JULY 3, 10, 17, 24, 2021 [465,464,589,475]
notice-body: The following person(s) is (are) doing business as: GLOBAL PROCUREMENT SYSTEMS USA, 516 N DIAMOND BAR BLVD, STE 1008, DIAMOND BAR, CA 91765. Full name of registrant(s) is (are) THOMAS HUANG, 516 N DIAMOND BAR BLVD, STE 1008, DIAMOND BAR, CA 91765. This Business is conducted by AN INDIVIDUAL. Signed: THOMAS HUANG. This statement was filed with the County Clerk of Los Angeles County on 06/24/2021. The registrant(s) has (have) commenced to transact business under the fictitious business name or names listed above on N/A. NOTICE- This Fictitious Name Statement expires five years from the date it was filed in the office of the County Clerk. A new Fictitious Business Name Statement must be filed prior to that date. The filing of this statement does not of itself authorize the use in this state of a Fictitious Business Name in violation of the rights of another under federal, State, or common law (See section 14411 et seq. Business and Professions Code)Publish: Mountain Views News/JDC [465,2058,681,2242]
notice-body: The following person(s) is (are) doing business as: DESTINO CATORCE, 18860 CUYEROWOOD ST, BALDWIN PARK, CA 91706. Full name of registrant(s) is (are) GUILLERMO ARMANDO PINON JR., 18860 CUYEROWOOD ST, BALDWIN PARK, CA 91706, JUAN JOSE SANJUAN, 9313 RAYMONT AVE, SANTA FE SPRINGS, CA 90670. This Business is conducted by A GENERAL PARTNERSHIP. Signed: GUILLERMO ARMANDO PINON JR. This statement was filed with the County Clerk of Los Angeles County on 06/29/2021. The registrant(s) has (have) commenced to transact business under the fictitious business name or names listed above on N/A. NOTICE- This Fictitious Name Statement expires five years from the date it was filed in the office of the County Clerk. A new Fictitious Business Name Statement must be filed prior to that date. The filing of this statement does not of itself authorize the use in this state of a Fictitious Business Name in violation of the rights of another under federal, State, or common law (See section 14411 et seq. Business and Professions Code)Publish: Mountain Views News/JDC [465,734,681,927]
notice-body: The following person(s) is (are) doing business as: THE COMPLETE EXPERT CLEANING SERVICE, 4375 W 153RD ST APT 1, HAWTHORNE, CA 90250. Full name of registrant(s) is (are) ALEXIS FRANCOISCA LEWIS, 4375 W 153RD ST APT 1, HAWTHORNE, CA 90250. This Business is conducted by AN INDIVIDUAL. Signed: ALEXIS FRANCOISCA LEWIS. This statement was filed with the County Clerk of Los Angeles County on 06/25/2021. The registrant(s) has (have) commenced to transact business under the fictitious business name or names listed above on N/A. NOTICE- This Fictitious Name Statement expires five years from the date it was filed in the office of the County Clerk. A new Fictitious Business Name Statement must be filed prior to that date. The filing of this statement does not of itself authorize the use in this state of a Fictitious Business Name in violation of the rights of another under federal, State, or common law (See section 14411 et seq. Business and Professions Code)Publish: Mountain Views News/JDC [1146,771,1362,954]
legal-notice [238,169,454,372]
notice-dates: Dates Pub: JULY 3, 10, 17, 24, 2021 [238,2359,362,2369]
legal-notice [919,1262,1135,1466]
notice-heading: FICTITIOUS BUSINESS NAME STATEMENT File No. 2021-141906 [919,1473,1135,1493]
notice-body: The following person(s) is (are) doing business as: SHOP FOREVER MARCELA, 10832 S ACACIA AVE, INGLEWOOD, CA 90304. Full name of registrant(s) is (are) MARCELA VALADEZ, 10832 S ACACIA AVE, INGLEWOOD, CA 90304. This Business is conducted by AN INDIVIDUAL. Signed: MONE LOPEZ. This statement was filed with the County Clerk of Los Angeles County on 06/18/2021. [919,1874,1135,1956]
notice-heading: FICTITIOUS BUSINESS NAME STATEMENT File No. 2021-132096 [1146,1990,1362,2012]
notice-heading: FICTITIOUS BUSINESS NAME STATEMENT File No. 2021-144859 [692,691,908,711]
legal-notice [1146,1991,1362,2084]
legal-notice [238,379,454,583]
notice-body: The following person(s) is (are) doing business as: A.N.D.J LUXURY AUTO BROKERAGE, 328 BAY VIEW AVE, WILMINGTON, CA 90744. Full name of registrant(s) is (are) ENNIT ON DA GAS 2 LLC, 328 BAY VIEW AVE WILMINGTON, CA 90744. This Business is conducted by A LIMITED LIABILITY COMPANY. Signed: SABRINA NICOLE CALDWELL. This statement was filed with the County Clerk of Los Angeles County on 06/23/2021. The registrant(s) has (have) commenced to transact business under the fictitious business name or names listed above on N/A. NOTICE- This Fictitious Name Statement expires five years from the date it was filed in the office of the County Clerk. A new Fictitious Business Name Statement must be filed prior to that date. The filing of this statement does not of itself authorize the use in this state of a Fictitious Business Name in violation of the rights of another under federal, State, or common law (See section 14411 et seq. Business and Professions Code)Publish: Mountain Views News/JDC [6,1570,227,1753]
notice-heading: FICTITIOUS BUSINESS NAME STATEMENT File No. 2021-144496 [919,250,1135,270]
notice-heading: FICTITIOUS BUSINESS NAME STATEMENT File No. 2021-138992 [1146,118,1362,138]
notice-heading: FICTITIOUS BUSINESS NAME STATEMENT File No. 2021-141916 [1146,1392,1362,1412]
page-header [0,0,1372,58]
notice-body: The following person(s) is (are) doing business as: SPRAYECOS INDUSTRIES, 4230 ALBANY ST, HUNTINGTON PARK, CA 90255. Full name of registrant(s) is (are) JAVIER MONDRAGON, 4230 ALBANY ST, HUNTINGTON PARK, CA 90255. This Business is conducted by AN INDIVIDUAL. Signed: JAVIER MONDRAGON. This statement was filed with the County Clerk of Los Angeles County on 06/21/2021. The registrant(s) has (have) commenced to transact business under the fictitious business name or names listed above on N/A. NOTICE- This Fictitious Name Statement expires five years from the date it was filed in the office of the County Clerk. A new Fictitious Business Name Statement must be filed prior to that date. The filing of this statement does not of itself authorize the use in this state of a Fictitious Business Name in violation of the rights of another under federal, State, or common law (See section 14411 et seq. Business and Professions Code)Publish: Mountain Views News/JDC [1146,138,1362,312]
notice-body: The following person(s) is (are) doing business as: F. T. S. MAINTENANCE SERVICES & TIRES, 3708 WEBSTER AVE, LONG BEACH, CA 90810. Full name of registrant(s) is (are) JUAN BERNARDO HERNANDEZ VILLA, 3708 WEBSTER AVE, LONG BEACH, CA 90810. This Business is conducted by AN INDIVIDUAL. Signed: JUAN BERNARDO HERNANDEZ VILLA. This statement was filed with the County Clerk of Los Angeles County on 06/21/2021. The registrant(s) has (have) commenced to transact business under the fictitious business name or names listed above on N/A. NOTICE- This Fictitious Name Statement expires five years from the date it was filed in the office of the County Clerk. A new Fictitious Business Name Statement must be filed prior to that date. The filing of this statement does not of itself authorize the use in this state of a Fictitious Business Name in violation of the rights of another under federal, State, or common law (See section 14411 et seq. Business and Professions Code)Publish: Mountain Views News/JDC [465,1617,681,1800]
notice-dates: Dates Pub: JULY 3, 10, 17, 24, 2021 [919,1456,1043,1467]
notice-body: The following person(s) is (are) doing business as: CWR PROCESSING SERVICES, 10037 LA REINA AVE, DOWNEY, CA 90240. Full name of registrant(s) is (are) TIMOTHY E MAJOR, 10037 LA REINA AVE, DOWNEY, CA 90240, ARTHUR ROSS POBERETZ II, 22636 VALLEY VISTA CIRCLE, WILDOMAR, CA 92595. This Business is conducted by A GENERAL PARTNERSHIP. Signed: TIMOTHY E MAJOR. This statement was filed with the County Clerk of Los Angeles County on 06/14/2021. The registrant(s) has (have) commenced to transact business under the fictitious business name or names listed above on 06/2021. NOTICE- This Fictitious Name Statement expires five years from the date it was filed in the office of the County Clerk. A new Fictitious Business Name Statement must be filed prior to that date. The filing of this statement does not of itself authorize the use in this state of a Fictitious Business Name in violation of the rights of another under federal, State, or common law (See section 14411 et seq. Business and Professions Code)Publish: Mountain Views News/JDC [238,2167,454,2360]
notice-heading: FICTITIOUS BUSINESS NAME STATEMENT File No. 2021-137182 [465,1374,681,1396]
legal-notice [919,1473,1135,1687]
notice-dates: Dates Pub: JULY 3, 10, 17, 24, 2021 [919,1836,1043,1847]
notice-dates: Dates Pub: JULY 3, 10, 17, 24, 2021 [919,1245,1043,1255]
notice-dates: Dates Pub: JULY 3, 10, 17, 24, 2021 [692,1306,816,1317]
legal-notice [1146,1882,1362,1984]
legal-notice [465,1817,681,2031]
notice-heading: FICTITIOUS BUSINESS NAME STATEMENT File No. 2021-132401 [238,1251,454,1273]
notice-dates: Dates Pub: JULY 3, 10, 17, 24, 2021 [465,1578,589,1589]
notice-heading: FICTITIOUS BUSINESS NAME STATEMENT File No. 2021-139588 [919,691,1135,711]
notice-heading: FICTITIOUS BUSINESS NAME STATEMENT File No. 2021-138984 [692,481,908,501]
notice-heading: FICTITIOUS BUSINESS NAME STATEMENT File No. 2021-139039 [1146,1762,1362,1783]
notice-heading: FICTITIOUS BUSINESS NAME STATEMENT File No. 2021-137179 [238,379,454,400]
notice-columns [6,60,1366,2544]
notice-body: The following person(s) is (are) doing business as: CANTON LIFE, 5327 OAKLEY AVE, WHITTIER, CA 90601. Full name of registrant(s) is (are) FERNANDO GARCIA, 5327 OAKLEY AVE, WHITTIER, CA 90601. This Business is conducted by AN INDIVIDUAL. Signed: FERNANDO GARCIA. This statement was filed with the County Clerk of Los Angeles County on 06/25/2021. The registrant(s) has (have) commenced to transact business under the fictitious business name or names listed above on N/A. NOTICE- This Fictitious Name Statement expires five years from the date it was filed in the office of the County Clerk. A new Fictitious Business Name Statement must be filed prior to that date. The filing of this statement does not of itself authorize the use in this state of a Fictitious Business Name in violation of the rights of another under federal, State, or common law (See section 14411 et seq. Business and Professions Code)Publish: Mountain Views News/JDC [238,1483,454,1646]
hearing-text: A HEARING on the petition will be held on 06/28/2021 at 10:30AM in Dept. C Room 312 located at 12720 Norwalk Blvd., Norwalk, Ca. 90650. [18,278,215,329]
notice-dates: Dates Pub: JULY 3, 10, 17, 24, 2021 [238,572,362,583]
paper-date-line [8,32,353,52]
notice-dates: Dates Pub: JULY 3, 10, 17, 24, 2021 [1146,953,1270,964]
notice-dates: Dates Pub: JULY 3, 10, 17, 24, 2021 [6,1322,130,1332]
notice-heading: FICTITIOUS BUSINESS NAME STATEMENT File No. 2021-137189 [465,2257,681,2279]
legal-notice [6,1981,227,2196]
order-title: ORDER TO SHOW CAUSE FOR CHANGE OF NAME CELIA ALVAREZ [27,68,206,109]
column-5 [914,60,1135,2544]
legal-notice [1146,971,1362,1174]
notice-dates: Dates Pub: JULY 3, 10, 17, 24, 2021 [465,1147,589,1158]
notice-dates: Dates Pub: JULY 3, 10, 17, 24, 2021 [6,1964,130,1975]
no-objection-text: If no written objection is timely filed, the court may grant the petition without a hearing. [18,504,215,543]
page-footer: Mountain Views News 80 W Sierra Madre Blvd. No. 327 Sierra Madre, Ca. 91024 Office: 626.355.2737 Fax: 626.609.3285 Email: editor@mtnviewsnews.com Website: www.mtnviewsnews.com [0,2548,1372,2576]
notice-heading: FICTITIOUS BUSINESS NAME STATEMENT File No. 2021-141929 [6,1339,227,1360]
notice-dates: Dates Pub: JULY 3, 10, 17, 24, 2021 [465,1799,589,1810]
present-name-label: Present Name: [18,217,82,230]
legal-notice [1146,1762,1362,1874]
name-change-details [18,218,215,271]
legal-notice [238,60,454,162]
notice-body: The following person(s) is (are) doing business as: DECORVIDEROS AZR RENTALS, PB HYDRAULICS & MOTORS, TSANTI BASS LEASING, 501 HOLBROOK CT UNIT 102, LONG BEACH, CA 90803. Full name of registrant(s) is (are) DEL MAR PROPERTY SERVICES LLC, 501 HOLBROOK CT UNIT 102, LONG BEACH, CA 90803. This Business is conducted by A LIMITED LIABILITY COMPANY. Signed: ANTONIO MARTINEZ LOPEZ. This statement was filed with the County Clerk of Los Angeles County on 06/25/2021. The registrant(s) has (have) commenced to transact business under the fictitious business name or names listed above on N/A. NOTICE- This Fictitious Name Statement expires five years from the date it was filed in the office of the County Clerk. A new Fictitious Business Name Statement must be filed prior to that date. The filing of this statement does not of itself authorize the use in this state of a Fictitious Business Name in violation of the rights of another under federal, State, or common law (See section 14411 et seq. Business and Professions Code)Publish: Mountain Views News/JDC [465,503,681,696]
legal-notice [465,943,681,1158]
notice-body: The following person(s) is (are) doing business as: FLOWERS & GIFTS ARMANDO FISHER'S FLOR Y CIA FLORES, 710 N EASTERN AVE STE E, LOS ANGELES, CA 90063. Full name of registrant(s) is (are) ARMANDO FLORES ROSAS, 4296 FISHER ST, LOS ANGELES, CA 90063. This Business is conducted by AN INDIVIDUAL. Signed: ARMANDO FLORES ROSAS. This statement was filed with the County Clerk of Los Angeles County on 06/23/2021. The registrant(s) has (have) commenced to transact business under the fictitious business name or names listed above on N/A. NOTICE- This Fictitious Name Statement expires five years from the date it was filed in the office of the County Clerk. A new Fictitious Business Name Statement must be filed prior to that date. The filing of this statement does not of itself authorize the use in this state of a Fictitious Business Name in violation of the rights of another under federal, State, or common law (See section 14411 et seq. Business and Professions Code)Publish: Mountain Views News/JDC [465,1837,681,2020]
legal-notice [6,667,227,891]
court-order-text: THE COURT ORDERS that all interested in this matter appear before this court at the hearing indicated below to show cause, if any, why the petition for change of name should not be granted. [18,336,215,401]
notice-heading: FICTITIOUS BUSINESS NAME STATEMENT File No. 2021-141918 [465,1816,681,1837]
notice-heading: FICTITIOUS BUSINESS NAME STATEMENT File No. 2021-137375 [919,1854,1135,1874]
notice-body: The following person(s) is (are) doing business as: BAY DOVES DAYCARE, 6100 W 107TH ST, INGLEWOOD, CA 90304. Full name of registrant(s) is (are) ASANJI VANAHI GABLE, 8108 W 107TH ST, INGLEWOOD, CA 90304. This Business is conducted by AN INDIVIDUAL. Signed: ASANJIVANAHI GOBE. This statement was filed with the County Clerk of Los Angeles County on 06/22/2021. The registrant(s) has (have) commenced to transact business under the fictitious [6,2223,227,2304]
notice-heading: FICTITIOUS BUSINESS NAME STATEMENT File No. 2021-141960 [465,271,681,291]
legal-notice [6,1129,227,1332]
legal-notice [919,1102,1135,1255]
notice-heading: FICTITIOUS BUSINESS NAME STATEMENT File No. 2021-140148 [238,590,454,610]
notice-body: The following person(s) is (are) doing business as: JL TRUCKING, 15337 PEPPERWOOD AVE, BELLFLOWER, CA 90706. Full name of registrant(s) is (are) JOSE BENJAMIN LOPEZ, 15337 PEPPERWOOD AVE, BELLFLOWER, CA 90706. This Business is conducted by AN INDIVIDUAL. Signed: BENJAMIN LOPEZ. This statement was filed with the County Clerk of Los Angeles County on 06/21/2021. The registrant(s) has (have) commenced to transact business under the fictitious business name or names listed above on 04/2020. NOTICE- This Fictitious Name Statement expires five years from the date it was filed in the office of the County Clerk. A new Fictitious Business Name Statement must be filed prior to that date. The filing of this statement does not of itself authorize the use in this state of a Fictitious Business Name in violation of the rights of another under federal, State, or common law (See section 14411 et seq. Business and Professions Code)Publish: Mountain Views News/JDC [692,502,908,674]
notice-heading: FICTITIOUS BUSINESS NAME STATEMENT File No. 2021-141908 [465,943,681,964]
notice-dates: Dates Pub: JULY 3, 10, 17, 24, 2021 [6,1532,130,1543]
notice-dates: Dates Pub: JULY 3, 10, 17, 24, 2021 [6,2184,130,2195]
petitioner-signature: Petitioner Appearing Pro Per CELIA ALVAREZ 9412 BEVERLY RD PICO RIVERA, CA. 90660 5/24/2021 JDC - MVNews JULY 3,10,17,24,2021 [90,554,215,644]
legal-notice [1146,750,1362,964]
legal-notice [692,481,908,684]
notice-body: The following person(s) is (are) doing business as: SAVENDIENG, SPECIAL OPS VENDING, 3915 EXPOSITION BLVD, LOS ANGELES, CA 90016. Full name of registrant(s) is (are) BOBBY LA VERNE POTTS JR, 3915 EXPOSITION BLVD, LOS ANGELES, CA 90016. This Business is conducted by AN INDIVIDUAL. Signed: BOBBY LA VERNE POTTS JR. This statement was filed with the County Clerk of Los Angeles County on 06/28/2021. The registrant(s) has (have) commenced to transact business under the fictitious business name or names listed above on N/A. NOTICE- This Fictitious Name Statement expires five years from the date it was filed in the office of the County Clerk. [919,1714,1135,1837]
notice-heading: FICTITIOUS BUSINESS NAME STATEMENT File No. 2021-144015 [465,481,681,502]
notice-dates: Dates Pub: JULY 3, 10, 17, 24, 2021 [692,673,816,684]
legal-notice [465,712,681,937]
legal-notice [919,903,1135,1096]
notice-heading: FICTITIOUS BUSINESS NAME STATEMENT File No. 2021-141880 [692,1323,908,1344]
legal-notice [919,691,1135,895]
notice-dates: Dates Pub: JULY 3, 10, 17, 24, 2021 [919,232,1043,243]
notice-body: The following person(s) is (are) doing business as: EL KIOSKO PUPUSERIA, 1245 N AVALON BLVD, WILMINGTON, CA 90744. Full name of registrant(s) is (are) JOSE ANTONIO NEMBRINNI CEJERA, 1245 N AVALON BLVD, WILMINGTON, CA 90744. This Business is conducted by AN INDIVIDUAL. Signed: JOSE ANTONIO NEMBRINNI CEJERA. This statement was filed with the County Clerk of Los Angeles County on 06/23/2021. The registrant(s) has (have) commenced to transact business under the fictitious business name or names listed above on 10/2020. NOTICE- This Fictitious Name Statement expires five years from the date it was filed in the office of the County Clerk. A new Fictitious Business Name Statement must be filed prior to that date. The filing of this statement does not of itself authorize the use in this state of a Fictitious Business Name in violation of the rights of another under federal, State, or common law (See section 14411 et seq. Business and Professions Code)Publish: Mountain Views News/JDC [465,964,681,1147]
legal-notice [1146,118,1362,322]
notice-body: The following person(s) is (are) doing business as: CALIFORNIA SMOGS, 15714 AMAR RD A, LA PUENTE, CA 91744. Full name of registrant(s) is (are) MIGUEL ANGEL GARCIA, 15714 AMAR RD A, LA PUENTE, CA 91744. This Business is conducted by AN INDIVIDUAL. Signed: MIGUEL ANGEL GARCIA. This statement was filed with the County Clerk of Los Angeles County on 06/14/2021. The registrant(s) has (have) commenced to transact business under the fictitious business name or names listed above on 12/2014. NOTICE- This Fictitious Name Statement expires five years from the date it was filed in the office of the County Clerk. A new Fictitious Business Name Statement must be filed prior to that date. The filing of this statement does not of itself authorize the use in this state of a Fictitious Business Name in violation of the rights of another under federal, State, or common law (See section 14411 et seq. Business and Professions Code)Publish: Mountain Views News/JDC [238,1062,454,1236]
legal-notice [6,898,227,1122]
notice-dates: Dates Pub: JULY 3, 10, 17, 24, 2021 [1146,1374,1270,1385]
notice-body: The following person(s) is (are) doing business as: THE LOOKOFPEEENTAGE, 8419 FIRESTONE BLVD UNIT 81, SOUTH GATE, CA 90280. Full name of registrant(s) is (are) KARA DENISE FLORES, 9811 FRANCIS AVE UNIT A, SOUTH GATE, CA 90280. This Business is conducted by AN INDIVIDUAL. Signed: KARA DENISE FLORES. This statement was filed with the County Clerk of Los Angeles County on 06/25/2021. The registrant(s) has (have) commenced to transact business under the fictitious business name or names listed above on N/A. NOTICE- This Fictitious Name Statement expires five years from the date it was filed in the office of the County Clerk. A new Fictitious Business Name Statement must be filed prior to that date. The filing of this statement does not of itself authorize the use in this state of a Fictitious Business Name in violation of the rights of another under federal, State, or common law (See section 14411 et seq. Business and Professions Code)Publish: Mountain Views News/JDC [1146,1202,1362,1375]
present-name: CELIA ALVAREZ [18,231,100,244]
notice-dates: Dates Pub: JULY 3, 10, 17, 24, 2021 [238,151,362,162]
notice-body: The following person(s) is (are) doing business as: SWEETEST PERFECTION PHOTOGRAPHY, 12236 SUNNYBROOK LANE, WHITTIER, CA 90604. Full name of registrant(s) is (are) VERONICA MARIA TRUJILLO, 12236 SUNNYBROOK LANE, WHITTIER, CA 90604. This Business is conducted by AN INDIVIDUAL. Signed: VERONICA MARIA TRUJILLO. This statement was filed with the County Clerk of Los Angeles County on 06/18/2021. The registrant(s) has (have) commenced to transact business under the fictitious business name or names listed above on 10/2020. NOTICE- This Fictitious Name Statement expires five years from the date it was filed in the office of the County Clerk. A new Fictitious Business Name Statement must be filed prior to that date. The filing of this statement does not of itself authorize the use in this state of a Fictitious Business Name in violation of the rights of another under federal, State, or common law (See section 14411 et seq. Business and Professions Code)Publish: Mountain Views News/JDC [1146,550,1362,733]
notice-body: The following person(s) is (are) doing business as: JASON & MELISSA RV, 31890 VINEWOOD CT, LAKE ELSINORE, CA 92532. Full name of registrant(s) is (are) JASON MICAH PATTERSON, 31890 VINEWOOD CT, LAKE ELSINORE, CA 92532, MELISSA M PATTERSON, 31890 VINEWOOD CT, LAKE ELSINORE, CA 92532. This Business is conducted by A MARRIED COUPLE. Signed: JASON MICAH PATTERSON. This statement was filed with the County Clerk of Los Angeles County on 06/18/2021. The registrant(s) has (have) commenced to transact business under the fictitious business name or names listed above on 06/2021. NOTICE- This Fictitious Name Statement expires five years from the date it was filed in the office of the County Clerk. A new Fictitious Business Name Statement must be filed prior to that date. The filing of this statement does not of itself authorize the use in this state of a Fictitious Business Name in violation of the rights of another under federal, State, or common law (See section 14411 et seq. Business and Professions Code)Publish: Mountain Views News/JDC [692,271,908,464]
notice-dates: Dates Pub: JULY 3, 10, 17, 24, 2021 [919,885,1043,896]
legal-notice [238,1042,454,1246]
notice-body: The following person(s) is (are) doing business as: MONTEREY DISTRIBUTION, 2220 CONTINENTAL AVE APT B, S E MONTE, CA 91733. Full name of registrant(s) is (are) RICARDO MONTERO, 2220 CONTINENTAL AVE APT B, S E MONTE, CA 91733. This Business is conducted by AN INDIVIDUAL. Signed: RICARDO MONTERO. This statement was filed with the County Clerk of Los Angeles County on 06/23/2021. The registrant(s) has (have) commenced to transact business under the fictitious business name or names listed above on N/A. NOTICE- This Fictitious Name Statement expires five years from the date it was filed in the office of the County Clerk. A new Fictitious Business Name Statement must be filed prior to that date. The filing of this statement does not of itself authorize the use in this state of a Fictitious Business Name in violation of the rights of another under federal, State, or common law (See section 14411 et seq. Business and Professions Code)Publish: Mountain Views News/JDC [692,1776,908,1948]
notice-dates: Dates Pub: JULY 3, 10, 17, 24, 2021 [6,1111,130,1122]
notice-heading: FICTITIOUS BUSINESS NAME STATEMENT File No. 2021-144989 [6,1770,227,1791]
notice-body: The following person(s) is (are) doing business as: ALL BOYZ TRANSPORTATION 11720 PATTON RD, DOWNEY, CA 90241. Full name of registrant(s) is (are) ALL BOYZ TRANSPORTATION, INC. 11720 PATTON RD, DOWNEY, CA 90241. This Business is conducted by A CORPORATION. Signed: SALVADOR S. VASQUEZ JR., CEO. This statement was filed with the County Clerk of Los Angeles County on 06/23/2021. The registrant(s) has (have) commenced to transact business under the fictitious business name or names listed above on 06/2016. NOTICE- This Fictitious Name Statement expires five years from the date it was filed in the office of the County Clerk. A new Fictitious Business Name Statement must be filed prior to that date. The filing of this statement does not of itself authorize the use in this state of a Fictitious Business Name in violation of the rights of another under federal, State, or common law (See section 14411 et seq. Business and Professions Code)Publish: Mountain Views News/JDC [6,1360,227,1533]
notice-heading: FICTITIOUS BUSINESS NAME STATEMENT File No. 2021-134502 [238,1935,454,1955]
notice-heading: FICTITIOUS BUSINESS NAME STATEMENT File No. 2021-141915 [692,1965,908,1985]
notice-dates: Dates Pub: JULY 3, 10, 17, 24, 2021 [238,1445,362,1456]
notice-body: The following person(s) is (are) doing business as: COREY BROWN DESIGN, 3033 OCANA AVE, LONG BEACH, CA 90808. Full name of registrant(s) is (are) COREY DANIEL BROWN, 3033 OCANA AVE, LONG BEACH, CA 90808. This Business is conducted by AN INDIVIDUAL. Signed: COREY BROWN. This statement was filed with the County Clerk of Los Angeles County on 06/16/2021. The registrant(s) has (have) commenced to transact business under the fictitious business name or names listed above on 06/2021. NOTICE- This Fictitious Name Statement expires five years from the date it was filed in the office of the County Clerk. A new Fictitious Business Name Statement must be filed prior to that date. The filing of this statement does not of itself authorize the use in this state of a Fictitious Business Name in violation of the rights of another under federal, State, or common law (See section 14411 et seq. Business and Professions Code)Publish: Mountain Views News/JDC [238,1956,454,2129]
legal-notice [692,1324,908,1527]
page-number: B8 [8,0,43,32]
column-1 [6,60,227,2544]
notice-heading: FICTITIOUS BUSINESS NAME STATEMENT File No. 2021-144098 [6,1128,227,1149]
notice-body: The following person(s) is (are) doing business as: WISH RECOVERY INC 9795 CARRIER DR BURBANK, CA 91504. WISH RECOVERY OUTPATIENT PROGRAM 5450 WHITSETT AVE, NORTHRIDGE, CA 91325. Full name of registrant(s) is (are): MAX PRO GROUP LLC 9795 CARRIER DR BURBANK, CA 91504. This business is conducted by AN LLC. Signed: MAX PRO GROUP LLC, MIKAYEL HAKOBYAN, MANAGING MEMBER. This statement was filed with the County Clerk of Los Angeles County on 06/24/2021. The registrant(s) has (have) commenced to transact business under the fictitious business name or names listed above on N/A. NOTICE- This Fictitious Name Statement expires five years from the date it was filed in the office of the County Clerk. A new Fictitious Business Name Statement must be filed prior to that date. The filing of this statement does not of itself authorize the use in this state of a Fictitious Business Name in violation of the rights of another under federal, State, or common law (See section 14411 et seq. Business and Professions Code) [6,687,227,870]
legal-notice [919,471,1135,685]
notice-body: The following person(s) is (are) doing business as: RODRIGUEZ STRIPING CO., 7601 JEFFERSON STREET, PARAMOUNT, CA 90723. Full name of registrant(s) is (are) MARCELINO RODRIGUEZ, 15903 FACADE AVENUE, PARAMOUNT, CA 90723. This Business is conducted by AN INDIVIDUAL. Signed: MARCELINO RODRIGUEZ. This statement was filed with the County Clerk of Los Angeles County on 06/23/2021. The registrant(s) has (have) commenced to transact business under the fictitious business name or names listed above on 10/1995. NOTICE- This Fictitious Name Statement expires five years from the date it was filed in the office of the County Clerk. A new Fictitious Business Name Statement must be filed prior to that date. The filing of this statement does not of itself authorize the use in this state of a Fictitious Business Name in violation of the rights of another under federal, State, or common law (See section 14411 et seq. Business and Professions Code)Publish: Mountain Views News/JDC [919,1494,1135,1677]
notice-dates: Dates Pub: JULY 3, 10, 17, 24, 2021 [1146,1164,1270,1174]
notice-body: The following person(s) is (are) doing business as: THE DRY GETS, 3279 SEQUOIA DR APT D, SOUTH GATE, CA 90280. Full name of registrant(s) is (are) ROXANNE GARCIA, 3279 SEQUOIA DR APT D, SOUTH GATE, CA 90280. This Business is conducted by AN INDIVIDUAL. Signed: ROXANNE GARCIA. This statement was filed with the County Clerk of Los Angeles County on 06/14/2021. The registrant(s) has (have) commenced to transact business under the fictitious business name or names listed above on N/A. NOTICE- This Fictitious Name Statement expires five years from the date it was filed in the office of the County Clerk. A new Fictitious Business Name Statement must be filed prior to that date. The filing of this statement does not of itself authorize the use in this state of a Fictitious Business Name in violation of the rights of another under federal, State, or common law (See section 14411 et seq. Business and Professions Code)Publish: Mountain Views News/JDC [1146,991,1362,1165]
legal-notice [238,1664,454,1929]
notice-heading: FICTITIOUS BUSINESS NAME STATEMENT File No. 2021-141914 [1146,1602,1362,1623]
notice-dates: Dates Pub: JULY 3, 10, 17, 24, 2021 [692,1738,816,1748]
notice-body: The following person(s) is (are) doing business as: THE VIABLE CAFE, 14355 S PIONEER BLVD, NORWALK, CA 90650. Full name of registrant(s) is (are) CHRISTIAN ADRIAN ARIAS, 1500 BRIAR PATH LANE, UPLAND, CA 91786. This Business is conducted by AN INDIVIDUAL. Signed: CHRISTIAN ADRIAN ARIAS. This statement was filed with the County Clerk of Los Angeles County on 06/23/2021. The registrant(s) has (have) commenced to transact business under the fictitious business name or names listed above on N/A. NOTICE- This Fictitious Name Statement expires five years from the date it was filed in the office of the County Clerk. A new Fictitious Business Name Statement must be filed prior to that date. The filing of this statement does not of itself authorize the use in this state of a Fictitious Business Name in violation of the rights of another under federal, State, or common law (See section 14411 et seq. Business and Professions Code)Publish: Mountain Views News/JDC [1146,1413,1362,1586]
